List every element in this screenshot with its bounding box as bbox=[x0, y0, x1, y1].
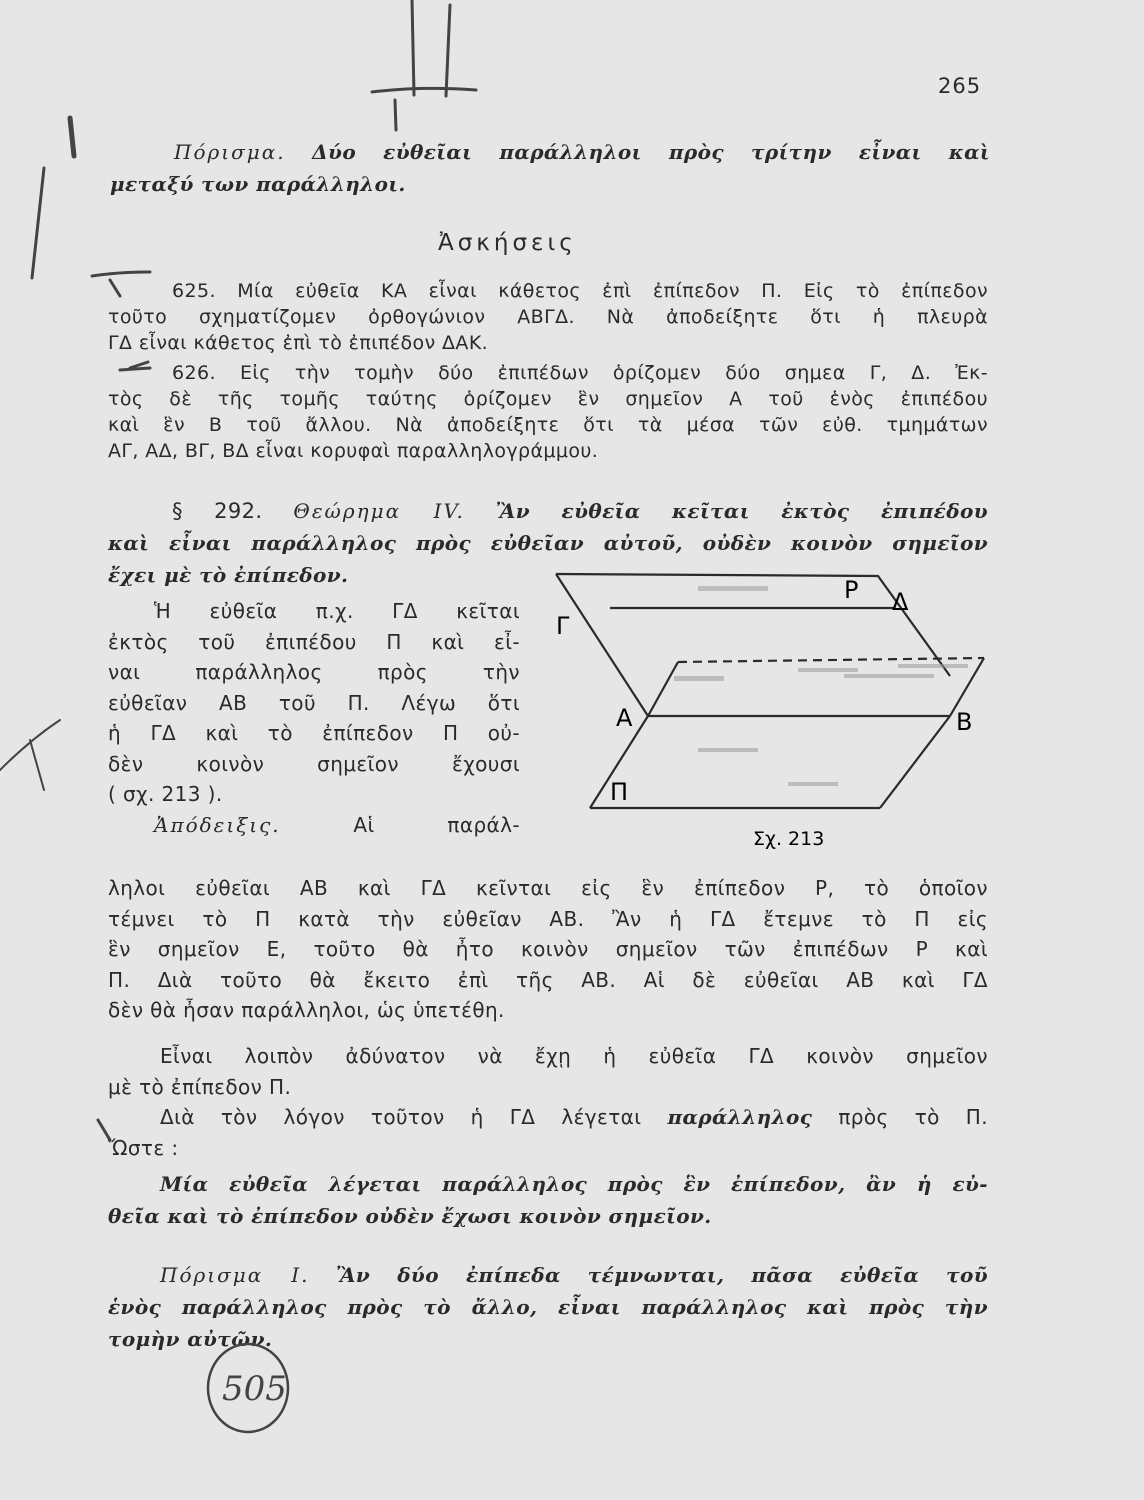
body-full-line-3: ἓν σημεῖον Ε, τοῦτο θὰ ἦτο κοινὸν σημεῖον τῶν ἐπιπέδων Ρ καὶ bbox=[108, 937, 988, 961]
porisma-i-label: Πόρισμα I. bbox=[160, 1263, 310, 1287]
conclusion bbox=[108, 1041, 988, 1163]
porisma-top bbox=[110, 136, 990, 200]
page-number: 265 bbox=[938, 74, 982, 98]
porisma-i-text-3: τομὴν αὐτῶν. bbox=[108, 1327, 273, 1351]
conclusion-line-3-post: πρὸς τὸ Π. bbox=[838, 1105, 988, 1129]
conclusion-line-2: μὲ τὸ ἐπίπεδον Π. bbox=[108, 1074, 292, 1099]
porisma-i-text-1: Ἂν δύο ἐπίπεδα τέμνωνται, πᾶσα εὐθεῖα τοῦ bbox=[335, 1263, 989, 1287]
body-left-column bbox=[108, 596, 520, 840]
exercises-heading: Ἀσκήσεις bbox=[438, 230, 577, 256]
ex625-line-3: ΓΔ εἶναι κάθετος ἐπὶ τὸ ἐπιπέδον ΔΑΚ. bbox=[108, 332, 489, 354]
body-left-line-1: Ἡ εὐθεῖα π.χ. ΓΔ κεῖται bbox=[154, 599, 520, 623]
body-left-line-8: Αἱ παράλ- bbox=[353, 812, 520, 837]
exercise-626 bbox=[108, 360, 988, 464]
proof-label: Ἀπόδειξις. bbox=[154, 812, 281, 837]
body-left-line-6: δὲν κοινὸν σημεῖον ἔχουσι bbox=[108, 751, 520, 776]
conclusion-line-1: Εἶναι λοιπὸν ἀδύνατον νὰ ἔχῃ ἡ εὐθεῖα ΓΔ κοινὸν σημεῖον bbox=[160, 1044, 988, 1068]
porisma-label: Πόρισμα. bbox=[174, 140, 286, 164]
porisma-text-2: μεταξύ των παράλληλοι. bbox=[110, 172, 406, 196]
body-full-line-1: ληλοι εὐθεῖαι ΑΒ καὶ ΓΔ κεῖνται εἰς ἓν ἐπίπεδον Ρ, τὸ ὁποῖον bbox=[108, 876, 988, 900]
definition-line-2: θεῖα καὶ τὸ ἐπίπεδον οὐδὲν ἔχωσι κοινὸν σημεῖον. bbox=[108, 1204, 712, 1228]
porisma-text-1: Δύο εὐθεῖαι παράλληλοι πρὸς τρίτην εἶναι καὶ bbox=[312, 140, 990, 164]
label-pi: Π bbox=[610, 778, 629, 806]
circled-note bbox=[208, 1344, 288, 1432]
ex626-line-4: ΑΓ, ΑΔ, ΒΓ, ΒΔ εἶναι κορυφαὶ παραλληλογράμμου. bbox=[108, 440, 599, 462]
theorem-text-2: καὶ εἶναι παράλληλος πρὸς εὐθεῖαν αὐτοῦ, οὐδὲν κοινὸν σημεῖον bbox=[108, 531, 988, 555]
circled-note-text: 505 bbox=[222, 1369, 287, 1409]
conclusion-line-3-pre: Διὰ τὸν λόγον τοῦτον ἡ ΓΔ λέγεται bbox=[160, 1105, 642, 1129]
ex625-line-2: τοῦτο σχηματίζομεν ὀρθογώνιον ΑΒΓΔ. Νὰ ἀποδείξητε ὅτι ἡ πλευρὰ bbox=[108, 306, 988, 328]
body-left-line-4: εὐθεῖαν ΑΒ τοῦ Π. Λέγω ὅτι bbox=[108, 690, 520, 715]
label-d: Δ bbox=[892, 588, 909, 616]
conclusion-line-3-bold: παράλληλος bbox=[667, 1105, 813, 1129]
ex626-line-2: τὸς δὲ τῆς τομῆς ταύτης ὁρίζομεν ἓν σημεῖον Α τοῦ ἑνὸς ἐπιπέδου bbox=[108, 388, 988, 410]
theorem-text-1: Ἂν εὐθεῖα κεῖται ἐκτὸς ἐπιπέδου bbox=[495, 499, 988, 523]
section-number: § 292. bbox=[172, 499, 263, 523]
definition-line-1: Μία εὐθεῖα λέγεται παράλληλος πρὸς ἓν ἐπίπεδον, ἂν ἡ εὐ- bbox=[160, 1172, 988, 1196]
conclusion-line-4: Ὥστε : bbox=[108, 1135, 179, 1160]
ex626-line-1: 626. Εἰς τὴν τομὴν δύο ἐπιπέδων ὁρίζομεν δύο σημεα Γ, Δ. Ἐκ- bbox=[172, 362, 988, 384]
definition bbox=[108, 1168, 988, 1232]
body-full-line-5: δὲν θὰ ἦσαν παράλληλοι, ὡς ὑπετέθη. bbox=[108, 998, 505, 1022]
label-a: Α bbox=[616, 704, 633, 732]
ex625-line-1: 625. Μία εὐθεῖα ΚΑ εἶναι κάθετος ἐπὶ ἐπίπεδον Π. Εἰς τὸ ἐπίπεδον bbox=[172, 280, 988, 302]
body-left-line-3: ναι παράλληλος πρὸς τὴν bbox=[108, 660, 520, 684]
porisma-i-text-2: ἑνὸς παράλληλος πρὸς τὸ ἄλλο, εἶναι παράλληλος καὶ πρὸς τὴν bbox=[108, 1295, 988, 1319]
porisma-i bbox=[108, 1259, 988, 1355]
theorem-label: Θεώρημα IV. bbox=[293, 499, 465, 523]
label-b: Β bbox=[956, 708, 973, 736]
body-full-line-2: τέμνει τὸ Π κατὰ τὴν εὐθεῖαν ΑΒ. Ἂν ἡ ΓΔ ἔτεμνε τὸ Π εἰς bbox=[108, 906, 988, 931]
body-full bbox=[108, 873, 988, 1026]
figure-caption: Σχ. 213 bbox=[753, 828, 825, 850]
label-p: Ρ bbox=[844, 576, 859, 604]
body-left-line-7: ( σχ. 213 ). bbox=[108, 782, 223, 806]
theorem-text-3: ἔχει μὲ τὸ ἐπίπεδον. bbox=[108, 563, 349, 587]
exercise-625 bbox=[108, 278, 988, 356]
label-g: Γ bbox=[556, 612, 570, 640]
body-left-line-5: ἡ ΓΔ καὶ τὸ ἐπίπεδον Π οὐ- bbox=[108, 721, 520, 745]
figure-213 bbox=[548, 568, 998, 853]
body-full-line-4: Π. Διὰ τοῦτο θὰ ἔκειτο ἐπὶ τῆς ΑΒ. Αἱ δὲ εὐθεῖαι ΑΒ καὶ ΓΔ bbox=[108, 967, 988, 992]
body-left-line-2: ἐκτὸς τοῦ ἐπιπέδου Π καὶ εἶ- bbox=[108, 629, 520, 654]
ex626-line-3: καὶ ἓν Β τοῦ ἄλλου. Νὰ ἀποδείξητε ὅτι τὰ μέσα τῶν εὐθ. τμημάτων bbox=[108, 414, 988, 436]
